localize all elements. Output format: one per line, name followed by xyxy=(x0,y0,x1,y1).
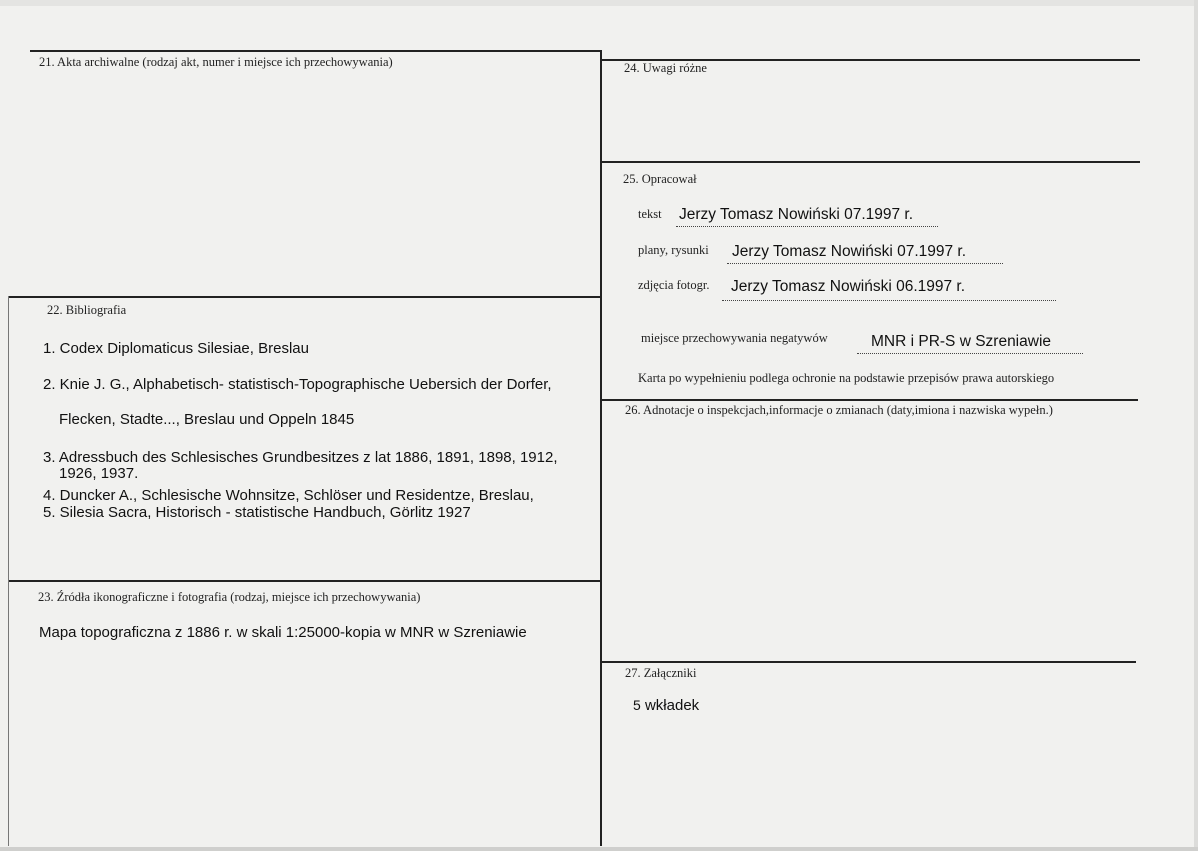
plany-label: plany, rysunki xyxy=(638,243,709,257)
tekst-value: Jerzy Tomasz Nowiński 07.1997 r. xyxy=(679,206,914,223)
bibliography-item-5: 5. Silesia Sacra, Historisch - statistische Handbuch, Görlitz 1927 xyxy=(43,504,471,521)
paper-bottom-edge xyxy=(0,847,1198,851)
bibliography-item-2: 2. Knie J. G., Alphabetisch- statistisch-Topographische Uebersich der Dorfer, xyxy=(43,376,552,393)
bibliography-item-2-cont: Flecken, Stadte..., Breslau und Oppeln 1845 xyxy=(59,411,355,428)
section-27-label: 27. Załączniki xyxy=(625,666,697,680)
divider-25-26 xyxy=(602,399,1138,401)
bibliography-item-3-cont: 1926, 1937. xyxy=(59,465,139,482)
paper-top-edge xyxy=(0,0,1198,6)
attachments-count: 5 xyxy=(633,697,641,713)
section-22-label: 22. Bibliografia xyxy=(47,303,127,317)
tekst-label: tekst xyxy=(638,207,662,221)
section-26-label: 26. Adnotacje o inspekcjach,informacje o zmianach (daty,imiona i nazwiska wypełn.) xyxy=(625,403,1053,417)
zdjecia-label: zdjęcia fotogr. xyxy=(638,278,710,292)
divider-22-23 xyxy=(8,580,600,582)
negatives-location-value: MNR i PR-S w Szreniawie xyxy=(871,333,1052,350)
plany-dotted-line xyxy=(727,263,1003,264)
copyright-note: Karta po wypełnieniu podlega ochronie na podstawie przepisów prawa autorskiego xyxy=(638,371,1055,385)
zdjecia-dotted-line xyxy=(722,300,1056,301)
plany-value: Jerzy Tomasz Nowiński 07.1997 r. xyxy=(732,243,967,260)
divider-26-27 xyxy=(602,661,1136,663)
attachments-unit: wkładek xyxy=(644,697,700,714)
attachments-value xyxy=(633,697,699,714)
iconography-value: Mapa topograficzna z 1886 r. w skali 1:25000-kopia w MNR w Szreniawie xyxy=(39,624,527,641)
section-21-label: 21. Akta archiwalne (rodzaj akt, numer i miejsce ich przechowywania) xyxy=(39,55,393,69)
paper-right-edge xyxy=(1194,0,1198,851)
section-24-label: 24. Uwagi różne xyxy=(624,61,707,75)
divider-top-left xyxy=(30,50,600,52)
bibliography-item-4: 4. Duncker A., Schlesische Wohnsitze, Schlöser und Residentze, Breslau, xyxy=(43,487,534,504)
zdjecia-value: Jerzy Tomasz Nowiński 06.1997 r. xyxy=(731,278,966,295)
section-25-label: 25. Opracował xyxy=(623,172,697,186)
divider-vertical xyxy=(600,50,602,846)
bibliography-item-3: 3. Adressbuch des Schlesisches Grundbesitzes z lat 1886, 1891, 1898, 1912, xyxy=(43,449,558,466)
divider-24-25 xyxy=(602,161,1140,163)
left-border xyxy=(8,296,9,846)
tekst-dotted-line xyxy=(676,226,938,227)
bibliography-item-1: 1. Codex Diplomaticus Silesiae, Breslau xyxy=(43,340,309,357)
divider-21-22 xyxy=(8,296,600,298)
section-23-label: 23. Źródła ikonograficzne i fotografia (rodzaj, miejsce ich przechowywania) xyxy=(38,590,421,604)
negatives-dotted-line xyxy=(857,353,1083,354)
negatives-location-label: miejsce przechowywania negatywów xyxy=(641,331,828,345)
